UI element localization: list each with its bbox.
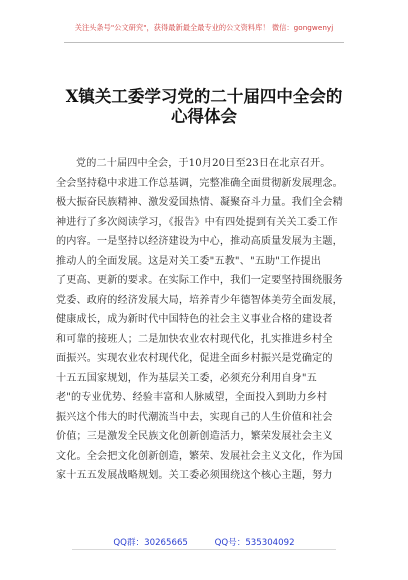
body-line: 全会坚持稳中求进工作总基调，完整准确全面贯彻新发展理念。 bbox=[56, 177, 343, 189]
body-line: 老"的专业优势、经验丰富和人脉威望，全面投入到助力乡村 bbox=[56, 392, 328, 403]
body-line: 极大振奋民族精神、激发爱国热情、凝聚奋斗力量。我们全会精 bbox=[56, 197, 343, 208]
header-promo-note: 关注头条号"公文研究"，获得最新最全最专业的公文资料库！ 微信：gongwenyj bbox=[74, 23, 334, 32]
title-line: X镇关工委学习党的二十届四中全会的 bbox=[65, 87, 343, 106]
body-line: 振兴这个伟大的时代潮流当中去，实现自己的人生价值和社会 bbox=[56, 411, 333, 423]
title-line: 心得体会 bbox=[171, 107, 237, 126]
footer-contact bbox=[0, 536, 408, 548]
body-line: 家十五五发展战略规划。关工委必须围绕这个核心主题，努力 bbox=[56, 470, 333, 481]
body-line: 党的二十届四中全会，于10月20日至23日在北京召开。 bbox=[76, 158, 331, 169]
body-line: 十五五国家规划，作为基层关工委，必须充分利用自身"五 bbox=[56, 372, 317, 384]
body-line: 面振兴。实现农业农村现代化，促进全面乡村振兴是党确定的 bbox=[56, 353, 333, 364]
body-line: 价值；三是激发全民族文化创新创造活力，繁荣发展社会主义 bbox=[56, 431, 333, 442]
footer-divider bbox=[72, 549, 336, 550]
body-line: 神进行了多次阅读学习，《报告》中有四处提到有关关工委工作 bbox=[56, 216, 338, 228]
document-title bbox=[40, 87, 368, 127]
footer-qq: QQ号：535304092 bbox=[214, 538, 295, 548]
body-line: 健康成长，成为新时代中国特色的社会主义事业合格的建设者 bbox=[56, 314, 333, 325]
body-line: 了更高、更新的要求。在实际工作中，我们一定要坚持围绕服务 bbox=[56, 275, 343, 286]
body-line: 和可靠的接班人；二是加快农业农村现代化，扎实推进乡村全 bbox=[56, 333, 333, 345]
body-line: 党委、政府的经济发展大局，培养青少年德智体美劳全面发展， bbox=[56, 294, 343, 306]
body-line: 的内容。一是坚持以经济建设为中心，推动高质量发展为主题， bbox=[56, 236, 343, 247]
footer-qq-group: QQ群：30265665 bbox=[113, 538, 188, 548]
body-line: 推动人的全面发展。这是对关工委"五教"、"五助"工作提出 bbox=[56, 255, 322, 267]
header-divider bbox=[64, 42, 344, 43]
document-body bbox=[56, 154, 352, 486]
body-line: 文化。全会把文化创新创造，繁荣、发展社会主义文化，作为国 bbox=[56, 450, 343, 462]
